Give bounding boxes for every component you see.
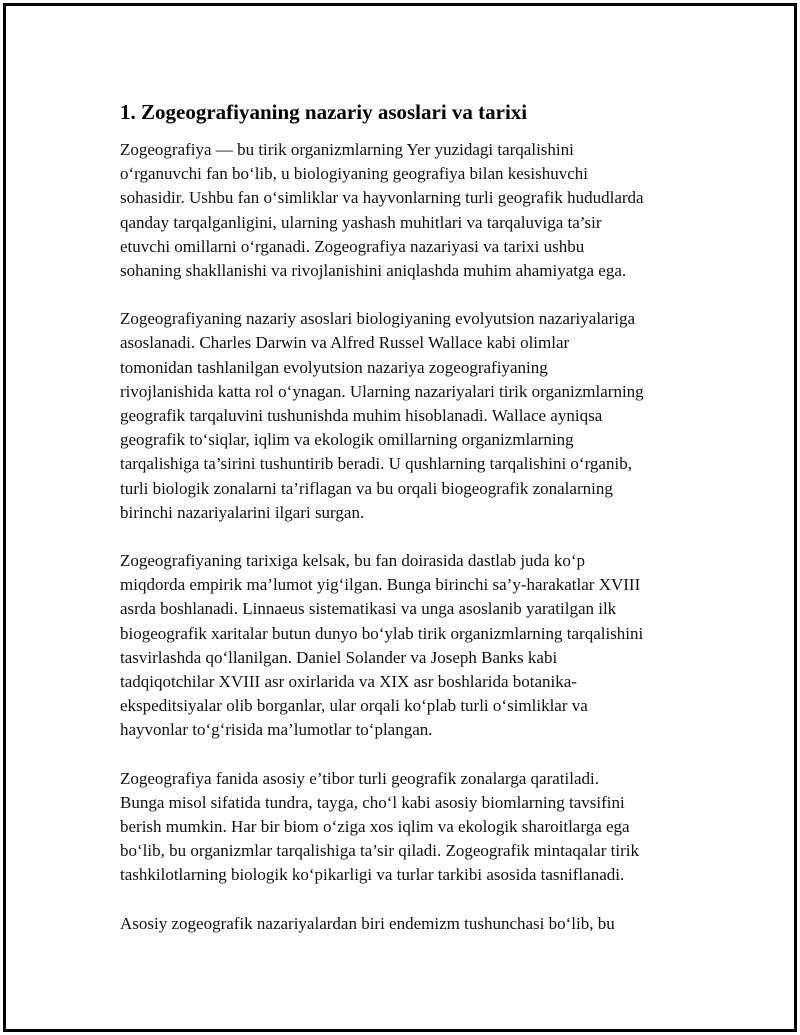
text-line: tashkilotlarning biologik ko‘pikarligi va turlar tarkibi asosida tasniflanadi. [120,865,625,885]
page-frame [3,3,797,1032]
text-line: tomonidan tashlanilgan evolyutsion nazariya zogeografiyaning [120,357,548,377]
text-line: o‘rganuvchi fan bo‘lib, u biologiyaning geografiya bilan kesishuvchi [120,164,589,184]
text-line: rivojlanishida katta rol o‘ynagan. Ularning nazariyalari tirik organizmlarning [120,381,644,401]
document-body [120,98,700,960]
text-line: Bunga misol sifatida tundra, tayga, cho‘l kabi asosiy biomlarning tavsifini [120,792,625,812]
text-line: tasvirlashda qo‘llanilgan. Daniel Solander va Joseph Banks kabi [120,647,558,667]
text-line: etuvchi omillarni o‘rganadi. Zogeografiya nazariyasi va tarixi ushbu [120,236,585,256]
text-line: hayvonlar to‘g‘risida ma’lumotlar to‘plangan. [120,720,433,740]
text-line: Zogeografiyaning tarixiga kelsak, bu fan doirasida dastlab juda ko‘p [120,551,585,571]
paragraph-zones [120,767,700,888]
text-line: Zogeografiya fanida asosiy e’tibor turli geografik zonalarga qaratiladi. [120,768,599,788]
text-line: asoslanadi. Charles Darwin va Alfred Russel Wallace kabi olimlar [120,333,570,353]
text-line: bo‘lib, bu organizmlar tarqalishiga ta’sir qiladi. Zogeografik mintaqalar tirik [120,841,639,861]
text-line: sohasidir. Ushbu fan o‘simliklar va hayvonlarning turli geografik hududlarda [120,188,644,208]
text-line: tarqalishiga ta’sirini tushuntirib beradi. U qushlarning tarqalishini o‘rganib, [120,454,632,474]
text-line: sohaning shakllanishi va rivojlanishini aniqlashda muhim ahamiyatga ega. [120,261,627,281]
text-line: miqdorda empirik ma’lumot yig‘ilgan. Bunga birinchi sa’y-harakatlar XVIII [120,575,641,595]
text-line: Asosiy zogeografik nazariyalardan biri endemizm tushunchasi bo‘lib, bu [120,913,615,933]
text-line: tadqiqotchilar XVIII asr oxirlarida va XIX asr boshlarida botanika- [120,672,577,692]
text-line: ekspeditsiyalar olib borganlar, ular orqali ko‘plab turli o‘simliklar va [120,696,588,716]
text-line: Zogeografiyaning nazariy asoslari biologiyaning evolyutsion nazariyalariga [120,309,636,329]
text-line: asrda boshlanadi. Linnaeus sistematikasi va unga asoslanib yaratilgan ilk [120,599,617,619]
paragraph-history [120,549,700,743]
text-line: turli biologik zonalarni ta’riflagan va bu orqali biogeografik zonalarning [120,478,613,498]
paragraph-endemism [120,912,700,936]
text-line: geografik tarqaluvini tushunishda muhim hisoblanadi. Wallace ayniqsa [120,406,603,426]
paragraph-intro [120,138,700,283]
section-heading: 1. Zogeografiyaning nazariy asoslari va tarixi [120,100,528,124]
text-line: geografik to‘siqlar, iqlim va ekologik omillarning organizmlarning [120,430,574,450]
text-line: birinchi nazariyalarini ilgari surgan. [120,502,365,522]
text-line: biogeografik xaritalar butun dunyo bo‘ylab tirik organizmlarning tarqalishini [120,623,644,643]
paragraph-theory [120,307,700,525]
text-line: Zogeografiya — bu tirik organizmlarning Yer yuzidagi tarqalishini [120,140,574,159]
text-line: qanday tarqalganligini, ularning yashash muhitlari va tarqaluviga ta’sir [120,212,602,232]
text-line: berish mumkin. Har bir biom o‘ziga xos iqlim va ekologik sharoitlarga ega [120,817,630,837]
